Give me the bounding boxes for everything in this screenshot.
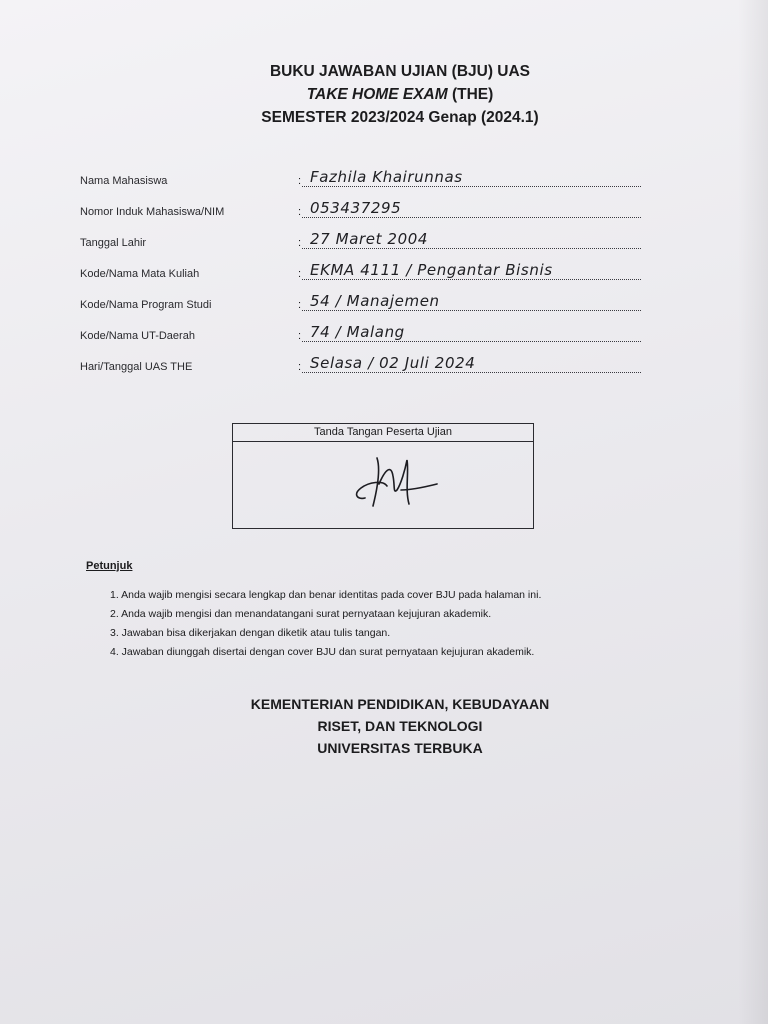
footer-university: UNIVERSITAS TERBUKA bbox=[317, 740, 483, 756]
header-title: BUKU JAWABAN UJIAN (BJU) UAS bbox=[269, 63, 531, 80]
dotted-line bbox=[302, 248, 641, 249]
handwritten-value: 54 / Manajemen bbox=[310, 292, 440, 310]
field-label: Kode/Nama Program Studi bbox=[80, 299, 212, 311]
field-colon: : bbox=[298, 330, 302, 342]
document-header bbox=[200, 60, 600, 129]
handwritten-value: Fazhila Khairunnas bbox=[310, 168, 463, 186]
field-colon: : bbox=[298, 175, 302, 187]
dotted-line bbox=[302, 217, 641, 218]
field-label: Kode/Nama UT-Daerah bbox=[80, 330, 195, 342]
signature-title: Tanda Tangan Peserta Ujian bbox=[233, 424, 533, 442]
signature-box bbox=[232, 423, 534, 529]
header-exam-type-italic: TAKE HOME EXAM bbox=[306, 86, 448, 103]
instruction-item: 3. Jawaban bisa dikerjakan dengan diketik atau tulis tangan. bbox=[110, 627, 391, 639]
handwritten-value: 74 / Malang bbox=[310, 323, 405, 341]
dotted-line bbox=[302, 186, 641, 187]
dotted-line bbox=[302, 279, 641, 280]
field-row-mata-kuliah bbox=[80, 253, 645, 284]
instructions-list bbox=[110, 586, 541, 662]
instruction-item: 2. Anda wajib mengisi dan menandatangani surat pernyataan kejujuran akademik. bbox=[110, 608, 492, 620]
field-label: Kode/Nama Mata Kuliah bbox=[80, 268, 200, 280]
instruction-item: 4. Jawaban diunggah disertai dengan cover BJU dan surat pernyataan kejujuran akademik. bbox=[110, 646, 535, 658]
header-semester: SEMESTER 2023/2024 Genap (2024.1) bbox=[261, 109, 539, 126]
footer-ministry: KEMENTERIAN PENDIDIKAN, KEBUDAYAAN bbox=[250, 696, 550, 712]
dotted-line bbox=[302, 310, 641, 311]
instruction-item: 1. Anda wajib mengisi secara lengkap dan benar identitas pada cover BJU pada halaman ini. bbox=[110, 589, 542, 601]
header-exam-type-rest: (THE) bbox=[447, 86, 494, 103]
footer-ministry-cont: RISET, DAN TEKNOLOGI bbox=[317, 718, 483, 734]
field-label: Nama Mahasiswa bbox=[80, 175, 168, 187]
field-colon: : bbox=[298, 268, 302, 280]
handwritten-signature bbox=[343, 450, 453, 514]
field-label: Tanggal Lahir bbox=[80, 237, 147, 249]
field-row-tanggal-uas bbox=[80, 346, 645, 377]
identity-fields bbox=[80, 160, 645, 377]
field-colon: : bbox=[298, 206, 302, 218]
field-row-nim bbox=[80, 191, 645, 222]
header-exam-type bbox=[200, 83, 600, 106]
institution-footer bbox=[200, 693, 600, 759]
field-colon: : bbox=[298, 361, 302, 373]
handwritten-value: 053437295 bbox=[310, 199, 402, 217]
handwritten-value: 27 Maret 2004 bbox=[310, 230, 429, 248]
page-shadow bbox=[738, 0, 768, 1024]
field-label: Hari/Tanggal UAS THE bbox=[80, 361, 193, 373]
dotted-line bbox=[302, 341, 641, 342]
field-row-program-studi bbox=[80, 284, 645, 315]
field-colon: : bbox=[298, 237, 302, 249]
instructions-title: Petunjuk bbox=[86, 560, 133, 572]
field-colon: : bbox=[298, 299, 302, 311]
handwritten-value: EKMA 4111 / Pengantar Bisnis bbox=[310, 261, 553, 279]
handwritten-value: Selasa / 02 Juli 2024 bbox=[310, 354, 476, 372]
field-label: Nomor Induk Mahasiswa/NIM bbox=[80, 206, 225, 218]
field-row-tanggal-lahir bbox=[80, 222, 645, 253]
field-row-nama bbox=[80, 160, 645, 191]
dotted-line bbox=[302, 372, 641, 373]
field-row-ut-daerah bbox=[80, 315, 645, 346]
